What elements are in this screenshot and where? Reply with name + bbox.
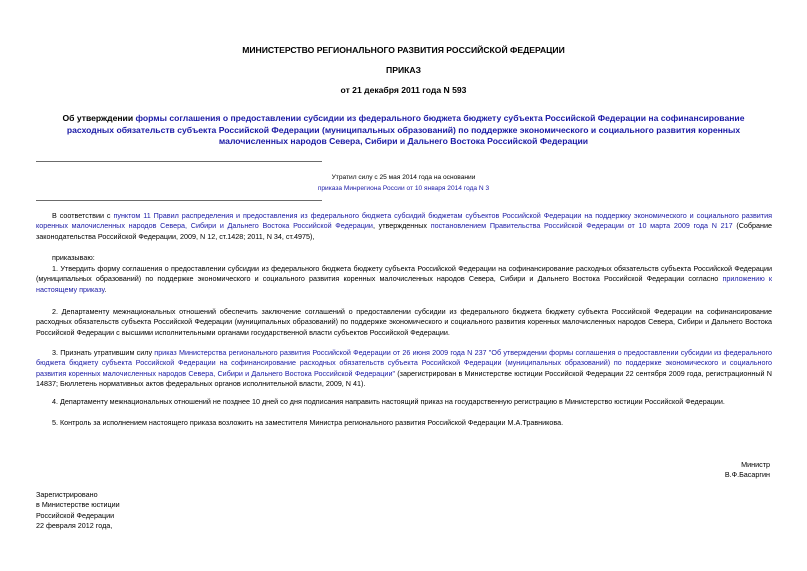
document-type: ПРИКАЗ (386, 65, 421, 75)
repealed-order-link[interactable]: приказ Министерства регионального развития Российской Федерации от 26 июня 2009 года N 237 "Об утверждении формы соглашения о предоставлении субсидии из федерального бюджета бюджету субъекта Российской Федерации на софинансирование расходных обязательств субъекта Российской Федерации (муниципальных образований) по поддержке экономического и социального развития коренных малочисленных народов Севера, Сибири и Дальнего Востока Российской Федерации" (36, 348, 772, 378)
order-item-4: 4. Департаменту межнациональных отношений не позднее 10 дней со дня подписания направить настоящий приказ на государственную регистрацию в Министерство юстиции Российской Федерации. (52, 397, 725, 406)
ministry-heading: МИНИСТЕРСТВО РЕГИОНАЛЬНОГО РАЗВИТИЯ РОССИЙСКОЙ ФЕДЕРАЦИИ (242, 45, 565, 55)
order-text: . (104, 284, 107, 294)
divider-bottom (36, 200, 322, 201)
document-title (40, 113, 767, 148)
preamble-text: (Собрание законодательства Российской Федерации, 2009, N 12, ст.1428; 2011, N 34, ст.4975), (36, 221, 773, 241)
document-date: от 21 декабря 2011 года N 593 (340, 85, 467, 95)
registration-block (36, 490, 120, 532)
order-text: (зарегистрирован в Министерстве юстиции Российской Федерации 22 сентября 2009 года, регистрационный N 14837; Бюллетень нормативных актов федеральных органов исполнительной власти, 2009, N 41). (36, 368, 772, 389)
status-link[interactable]: приказа Минрегиона России от 10 января 2014 года N 3 (317, 185, 490, 192)
title-link[interactable]: формы соглашения о предоставлении субсидии из федерального бюджета бюджету субъекта Российской Федерации на софинансирование расходных обязательств субъекта Российской Федерации (муниципальных образований) по поддержке экономического и социального развития коренных малочисленных народов Севера, Сибири и Дальнего Востока Российской Федерации (66, 113, 745, 147)
appendix-link[interactable]: приложению к настоящему приказу (36, 274, 772, 294)
preamble-text: , утвержденных (372, 221, 431, 231)
order-item-3 (36, 348, 772, 390)
order-text: 3. Признать утратившим силу (52, 348, 155, 357)
title-prefix: Об утверждении (62, 113, 136, 123)
status-note (0, 172, 807, 194)
order-item-1 (36, 264, 772, 295)
resolution-link[interactable]: постановлением Правительства Российской Федерации от 10 марта 2009 года N 217 (430, 221, 733, 231)
status-line: Утратил силу с 25 мая 2014 года на основании (331, 174, 476, 181)
signatory-name: В.Ф.Басаргин (724, 470, 770, 480)
preamble-paragraph (36, 211, 772, 242)
registration-line: Российской Федерации (36, 510, 115, 520)
rules-link[interactable]: пунктом 11 Правил распределения и предоставления из федерального бюджета субсидий бюджетам субъектов Российской Федерации на поддержку экономического и социального развития коренных малочисленных народов Севера, Сибири и Дальнего Востока Российской Федерации (36, 211, 772, 231)
registration-line: в Министерстве юстиции (36, 500, 120, 510)
orders-intro: приказываю: (52, 253, 95, 262)
order-item-5: 5. Контроль за исполнением настоящего приказа возложить на заместителя Министра регионального развития Российской Федерации М.А.Травникова. (52, 418, 564, 427)
order-item-2: 2. Департаменту межнациональных отношений обеспечить заключение соглашений о предоставлении субсидии из федерального бюджета бюджету субъекта Российской Федерации на софинансирование расходных обязательств субъекта Российской Федерации (муниципальных образований) по поддержке экономического и социального развития коренных малочисленных народов Севера, Сибири и Дальнего Востока Российской Федерации с высшими исполнительными органами государственной власти субъектов Российской Федерации. (36, 307, 772, 337)
preamble-text: В соответствии с (52, 211, 114, 220)
signature-block (725, 460, 770, 481)
registration-line: 22 февраля 2012 года, (36, 521, 113, 531)
order-text: 1. Утвердить форму соглашения о предоставлении субсидии из федерального бюджета бюджету субъекта Российской Федерации на софинансирование расходных обязательств субъекта Российской Федерации (муниципальных образований) по поддержке экономического и социального развития коренных малочисленных народов Севера, Сибири и Дальнего Востока Российской Федерации согласно (36, 264, 772, 284)
divider-top (36, 161, 322, 162)
registration-line: Зарегистрировано (36, 490, 98, 499)
signatory-position: Министр (741, 460, 770, 469)
